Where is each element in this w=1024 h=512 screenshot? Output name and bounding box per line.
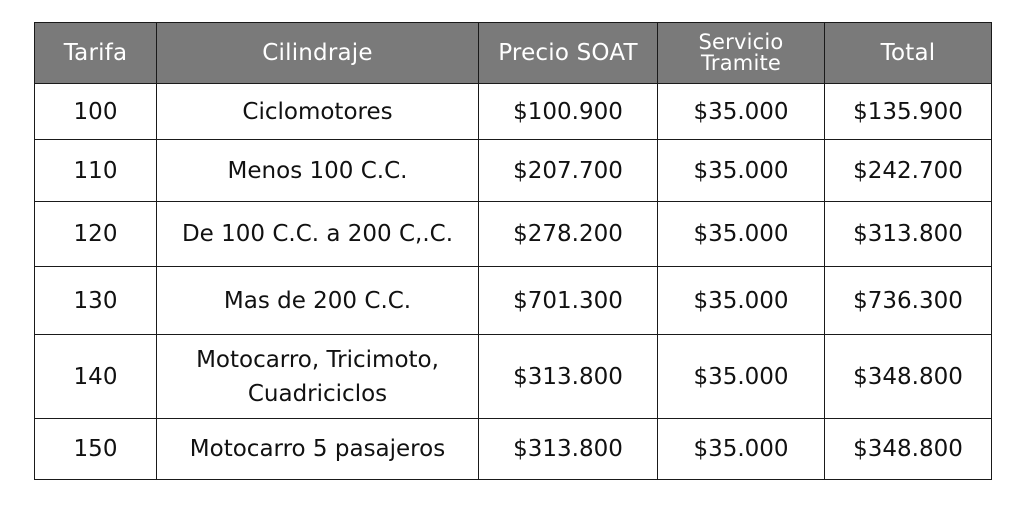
header-tarifa: Tarifa xyxy=(35,23,157,84)
cell-servicio-tramite: $35.000 xyxy=(658,419,825,480)
header-servicio-line1: Servicio xyxy=(698,30,784,54)
cell-cilindraje: De 100 C.C. a 200 C,.C. xyxy=(157,202,479,267)
cell-tarifa: 100 xyxy=(35,84,157,140)
cell-cilindraje-line1: Motocarro, Tricimoto, xyxy=(196,346,439,373)
cell-precio-soat: $313.800 xyxy=(479,419,658,480)
cell-servicio-tramite: $35.000 xyxy=(658,335,825,419)
cell-servicio-tramite: $35.000 xyxy=(658,84,825,140)
cell-cilindraje: Menos 100 C.C. xyxy=(157,140,479,202)
cell-tarifa: 120 xyxy=(35,202,157,267)
table-row xyxy=(35,140,992,202)
cell-precio-soat: $278.200 xyxy=(479,202,658,267)
table-row xyxy=(35,202,992,267)
cell-total: $736.300 xyxy=(825,267,992,335)
header-precio-soat: Precio SOAT xyxy=(479,23,658,84)
cell-cilindraje: Motocarro 5 pasajeros xyxy=(157,419,479,480)
cell-cilindraje: Ciclomotores xyxy=(157,84,479,140)
cell-tarifa: 110 xyxy=(35,140,157,202)
soat-price-table xyxy=(34,22,992,480)
cell-total: $348.800 xyxy=(825,335,992,419)
table-row xyxy=(35,335,992,419)
cell-cilindraje: Mas de 200 C.C. xyxy=(157,267,479,335)
table-row xyxy=(35,267,992,335)
header-servicio-tramite xyxy=(658,23,825,84)
cell-total: $135.900 xyxy=(825,84,992,140)
cell-tarifa: 140 xyxy=(35,335,157,419)
table-row xyxy=(35,84,992,140)
header-total: Total xyxy=(825,23,992,84)
table-row xyxy=(35,419,992,480)
cell-tarifa: 130 xyxy=(35,267,157,335)
cell-precio-soat: $207.700 xyxy=(479,140,658,202)
cell-servicio-tramite: $35.000 xyxy=(658,267,825,335)
cell-total: $242.700 xyxy=(825,140,992,202)
cell-tarifa: 150 xyxy=(35,419,157,480)
cell-total: $348.800 xyxy=(825,419,992,480)
cell-cilindraje-line2: Cuadriciclos xyxy=(247,380,388,407)
table-header-row xyxy=(35,23,992,84)
header-cilindraje: Cilindraje xyxy=(157,23,479,84)
cell-precio-soat: $313.800 xyxy=(479,335,658,419)
cell-total: $313.800 xyxy=(825,202,992,267)
cell-precio-soat: $100.900 xyxy=(479,84,658,140)
cell-servicio-tramite: $35.000 xyxy=(658,202,825,267)
cell-precio-soat: $701.300 xyxy=(479,267,658,335)
cell-servicio-tramite: $35.000 xyxy=(658,140,825,202)
header-servicio-line2: Tramite xyxy=(700,51,782,75)
cell-cilindraje xyxy=(157,335,479,419)
